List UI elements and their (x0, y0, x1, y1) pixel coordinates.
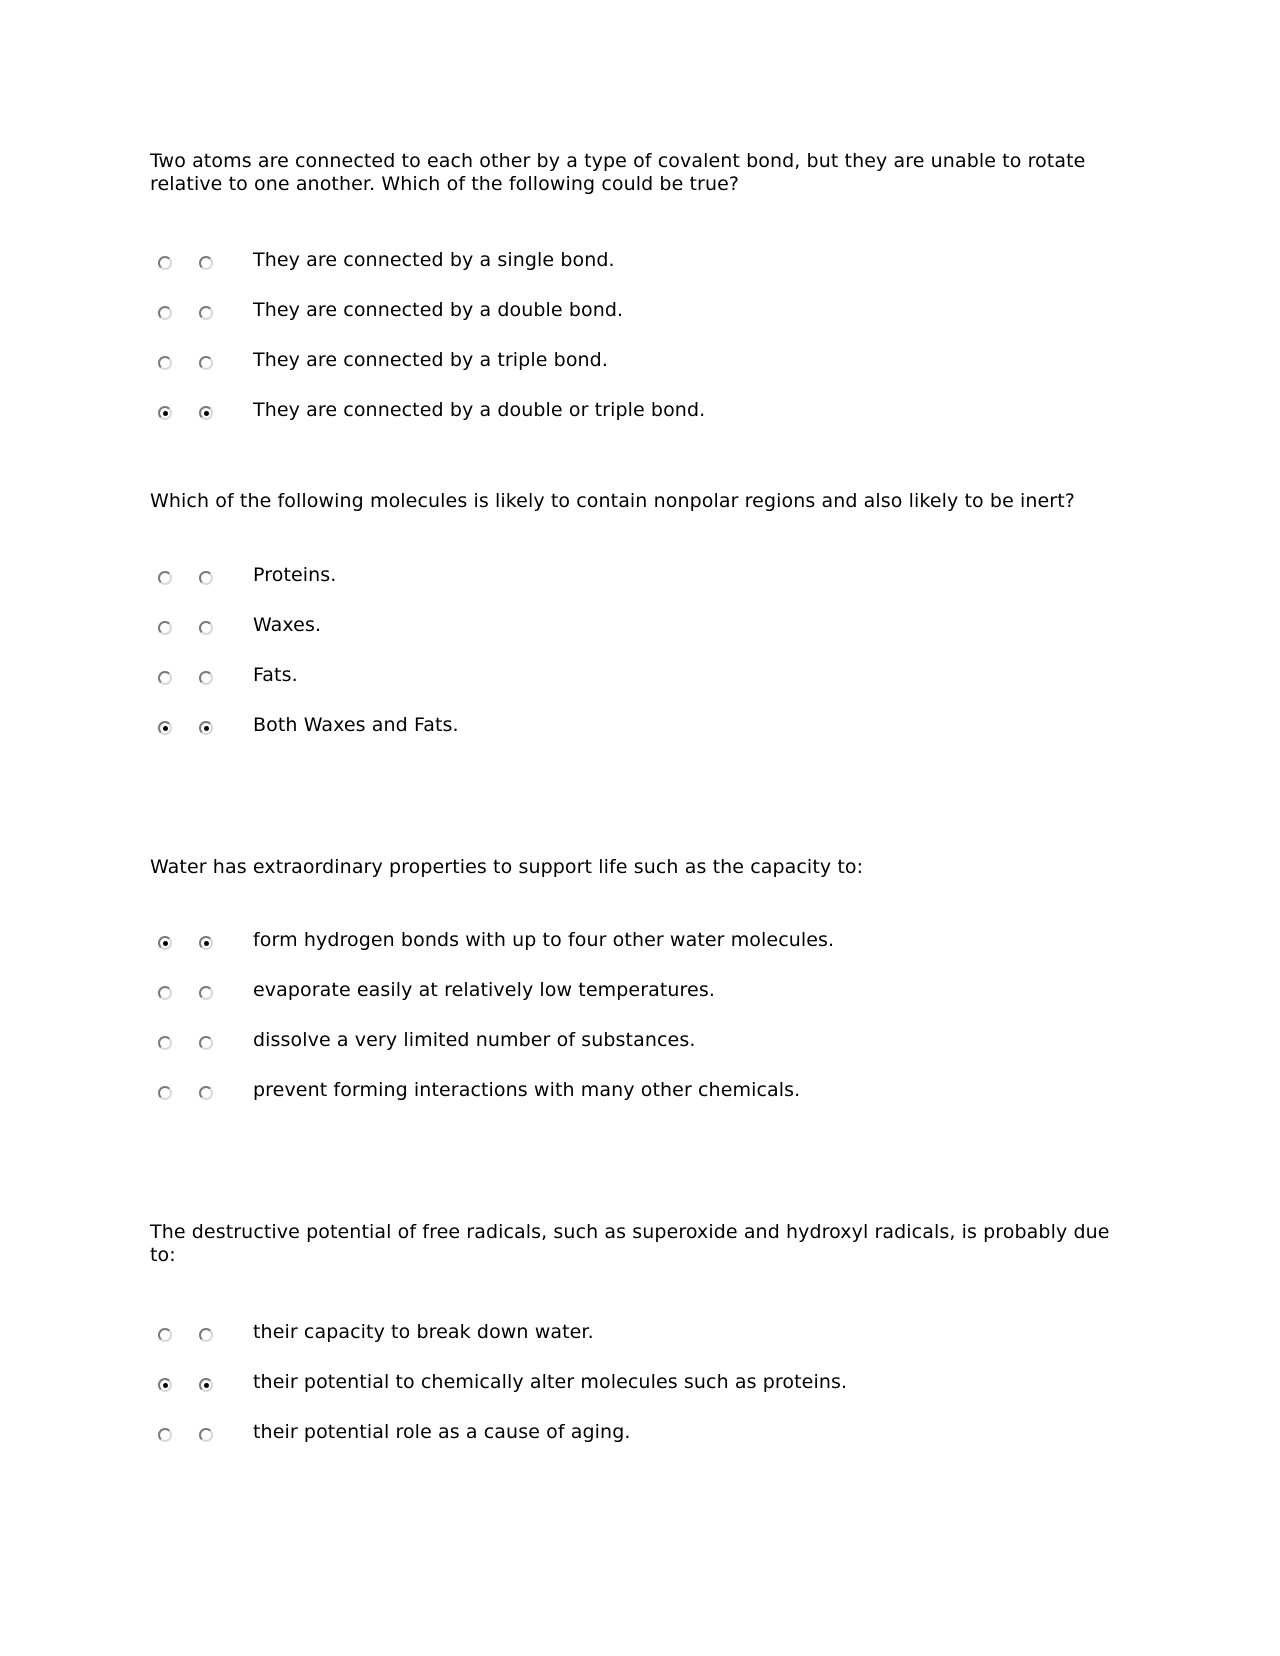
option-row (150, 613, 1110, 637)
radio-button[interactable] (199, 986, 213, 1000)
radio-button[interactable] (158, 256, 172, 270)
radio-dot (204, 1383, 209, 1388)
option-label: Proteins. (253, 564, 337, 586)
radio-button[interactable] (158, 356, 172, 370)
radio-button[interactable] (158, 936, 172, 950)
question-4 (150, 1221, 1110, 1470)
radio-dot (163, 726, 168, 731)
radio-button[interactable] (158, 621, 172, 635)
option-label: prevent forming interactions with many other chemicals. (253, 1079, 801, 1101)
radio-button[interactable] (199, 1086, 213, 1100)
radio-button[interactable] (199, 356, 213, 370)
question-1 (150, 150, 1110, 448)
radio-button[interactable] (158, 406, 172, 420)
option-label: They are connected by a triple bond. (253, 349, 608, 371)
radio-button[interactable] (199, 721, 213, 735)
option-row (150, 563, 1110, 587)
question-2 (150, 490, 1110, 763)
radio-button[interactable] (199, 1378, 213, 1392)
option-label: Both Waxes and Fats. (253, 714, 459, 736)
option-row (150, 398, 1110, 422)
option-row (150, 1370, 1110, 1394)
answer-options (150, 248, 1110, 422)
option-row (150, 1028, 1110, 1052)
radio-button[interactable] (158, 986, 172, 1000)
question-3 (150, 856, 1110, 1128)
option-label: They are connected by a double or triple bond. (253, 399, 706, 421)
radio-dot (204, 726, 209, 731)
radio-button[interactable] (158, 1328, 172, 1342)
option-label: They are connected by a single bond. (253, 249, 615, 271)
option-label: their capacity to break down water. (253, 1321, 594, 1343)
answer-options (150, 928, 1110, 1102)
option-row (150, 713, 1110, 737)
radio-button[interactable] (158, 1428, 172, 1442)
radio-button[interactable] (158, 671, 172, 685)
option-label: Waxes. (253, 614, 322, 636)
answer-options (150, 563, 1110, 737)
radio-button[interactable] (199, 671, 213, 685)
option-label: Fats. (253, 664, 298, 686)
radio-button[interactable] (199, 256, 213, 270)
option-label: form hydrogen bonds with up to four other water molecules. (253, 929, 835, 951)
option-label: dissolve a very limited number of substances. (253, 1029, 696, 1051)
radio-button[interactable] (158, 1036, 172, 1050)
question-text: The destructive potential of free radicals, such as superoxide and hydroxyl radicals, is probably due to: (150, 1221, 1110, 1266)
option-row (150, 1420, 1110, 1444)
question-text: Two atoms are connected to each other by a type of covalent bond, but they are unable to rotate relative to one another. Which of the following could be true? (150, 150, 1086, 195)
radio-button[interactable] (158, 1378, 172, 1392)
radio-dot (163, 1383, 168, 1388)
option-row (150, 1078, 1110, 1102)
radio-button[interactable] (199, 1036, 213, 1050)
radio-button[interactable] (199, 306, 213, 320)
option-row (150, 978, 1110, 1002)
radio-dot (163, 941, 168, 946)
radio-button[interactable] (199, 1328, 213, 1342)
radio-button[interactable] (199, 406, 213, 420)
option-label: their potential to chemically alter molecules such as proteins. (253, 1371, 848, 1393)
radio-button[interactable] (199, 936, 213, 950)
option-row (150, 298, 1110, 322)
option-label: their potential role as a cause of aging. (253, 1421, 631, 1443)
radio-button[interactable] (199, 621, 213, 635)
question-text: Which of the following molecules is likely to contain nonpolar regions and also likely to be inert? (150, 490, 1075, 512)
answer-options (150, 1320, 1110, 1444)
radio-button[interactable] (158, 721, 172, 735)
radio-dot (204, 941, 209, 946)
option-row (150, 348, 1110, 372)
radio-button[interactable] (158, 1086, 172, 1100)
radio-dot (204, 411, 209, 416)
radio-button[interactable] (158, 306, 172, 320)
option-label: evaporate easily at relatively low temperatures. (253, 979, 715, 1001)
question-text: Water has extraordinary properties to support life such as the capacity to: (150, 856, 864, 878)
option-row (150, 1320, 1110, 1344)
radio-button[interactable] (158, 571, 172, 585)
radio-dot (163, 411, 168, 416)
option-row (150, 928, 1110, 952)
option-row (150, 663, 1110, 687)
radio-button[interactable] (199, 571, 213, 585)
radio-button[interactable] (199, 1428, 213, 1442)
option-label: They are connected by a double bond. (253, 299, 624, 321)
option-row (150, 248, 1110, 272)
